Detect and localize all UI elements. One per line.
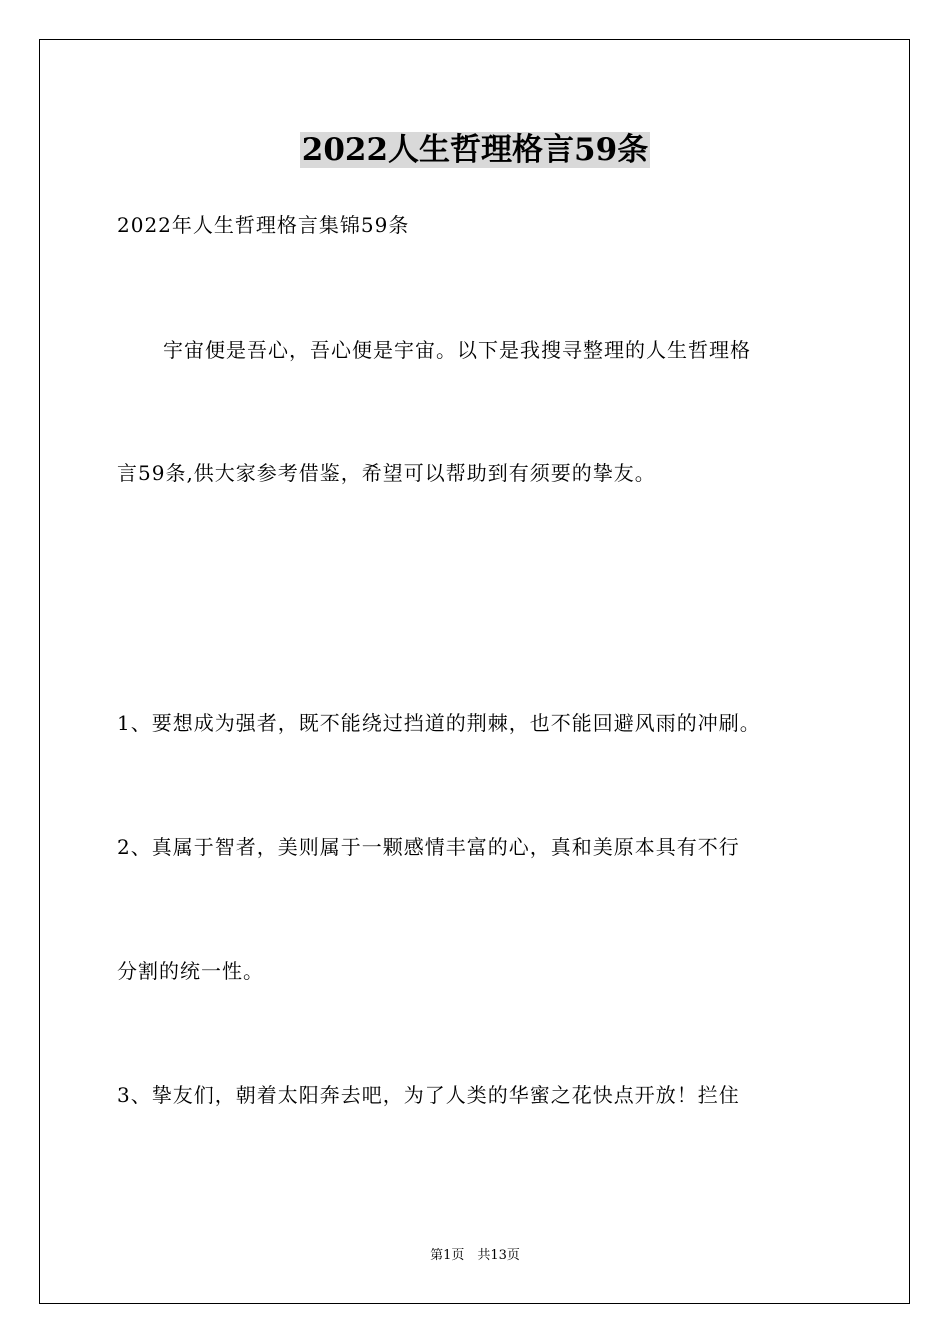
list-item-1-line-1: 1、要想成为强者，既不能绕过挡道的荆棘，也不能回避风雨的冲刷。 xyxy=(117,711,761,735)
page-number-footer: 第1页 共13页 xyxy=(430,1248,520,1263)
list-item-2-line-1: 2、真属于智者，美则属于一颗感情丰富的心，真和美原本具有不行 xyxy=(117,835,740,859)
list-item-2-line-2: 分割的统一性。 xyxy=(117,959,264,983)
intro-paragraph-line-1: 宇宙便是吾心，吾心便是宇宙。以下是我搜寻整理的人生哲理格 xyxy=(163,338,751,362)
document-title-text: 2022人生哲理格言59条 xyxy=(301,132,649,168)
intro-paragraph-line-2: 言59条,供大家参考借鉴，希望可以帮助到有须要的挚友。 xyxy=(117,461,656,485)
document-title xyxy=(0,128,950,172)
list-item-3-line-1: 3、挚友们，朝着太阳奔去吧，为了人类的华蜜之花快点开放！拦住 xyxy=(117,1083,740,1107)
document-subtitle: 2022年人生哲理格言集锦59条 xyxy=(117,213,410,237)
